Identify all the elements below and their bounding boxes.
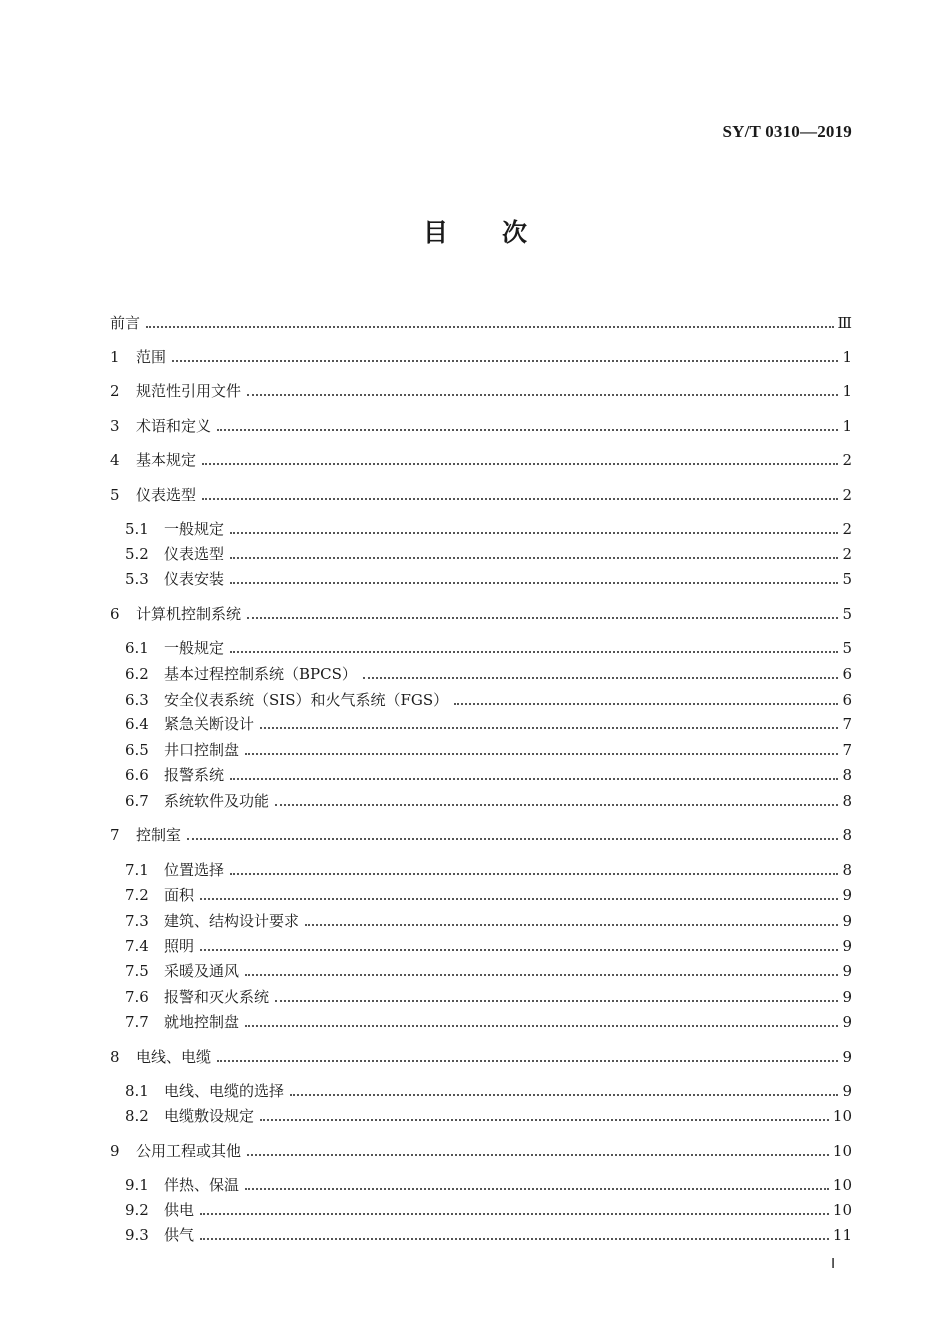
toc-entry-label: 范围	[136, 348, 167, 366]
toc-entry-number: 6.4	[125, 715, 149, 733]
toc-entry-number: 5.2	[125, 545, 149, 563]
toc-entry[interactable]	[110, 446, 852, 470]
toc-entry-label: 照明	[164, 937, 195, 955]
toc-entry-number: 3	[110, 417, 120, 435]
toc-entry[interactable]	[125, 710, 852, 734]
toc-entry-label: 面积	[164, 886, 195, 904]
toc-entry[interactable]	[125, 761, 852, 785]
toc-entry-label: 仪表选型	[136, 486, 197, 504]
toc-entry-label: 仪表安装	[164, 570, 225, 588]
toc-entry[interactable]	[125, 856, 852, 880]
toc-entry-label: 仪表选型	[164, 545, 225, 563]
toc-entry[interactable]	[125, 736, 852, 760]
toc-entry-number: 9.3	[125, 1226, 149, 1244]
toc-entry-label: 一般规定	[164, 639, 225, 657]
toc-entry-page: 10	[832, 1201, 852, 1219]
toc-entry-label: 伴热、保温	[164, 1176, 240, 1194]
toc-leader-dots	[230, 873, 838, 875]
toc-entry-label: 术语和定义	[136, 417, 212, 435]
toc-leader-dots	[202, 498, 838, 500]
toc-entry-label: 安全仪表系统（SIS）和火气系统（FGS）	[164, 691, 449, 709]
toc-entry[interactable]	[125, 787, 852, 811]
toc-leader-dots	[247, 617, 838, 619]
toc-entry-page: 1	[842, 417, 852, 435]
toc-leader-dots	[305, 924, 838, 926]
toc-entry-page: 6	[842, 691, 852, 709]
toc-entry-page: 8	[842, 792, 852, 810]
toc-leader-dots	[245, 974, 838, 976]
toc-entry-number: 6.5	[125, 741, 149, 759]
toc-entry-label: 供电	[164, 1201, 195, 1219]
toc-entry[interactable]	[125, 932, 852, 956]
toc-leader-dots	[200, 949, 838, 951]
toc-leader-dots	[260, 1119, 829, 1121]
toc-entry-label: 基本规定	[136, 451, 197, 469]
toc-leader-dots	[247, 1154, 829, 1156]
toc-entry-number: 7	[110, 826, 120, 844]
toc-entry-page: 2	[842, 451, 852, 469]
toc-entry-page: 2	[842, 520, 852, 538]
toc-entry-number: 6	[110, 605, 120, 623]
toc-entry-page: 9	[842, 988, 852, 1006]
toc-entry-label: 电线、电缆的选择	[164, 1082, 285, 1100]
toc-entry-number: 6.1	[125, 639, 149, 657]
toc-leader-dots	[202, 463, 838, 465]
standard-code: SY/T 0310—2019	[722, 122, 852, 141]
toc-entry-label: 控制室	[136, 826, 182, 844]
toc-title-char-2: 次	[502, 218, 528, 247]
page-folio: Ⅰ	[831, 1257, 836, 1272]
toc-entry-page: 7	[842, 741, 852, 759]
toc-leader-dots	[200, 1213, 829, 1215]
toc-entry-number: 5.3	[125, 570, 149, 588]
toc-entry-number: 8.2	[125, 1107, 149, 1125]
toc-entry-number: 2	[110, 382, 120, 400]
toc-leader-dots	[230, 557, 838, 559]
toc-leader-dots	[245, 1188, 829, 1190]
toc-entry-label: 建筑、结构设计要求	[164, 912, 300, 930]
toc-entry-page: 9	[842, 962, 852, 980]
toc-entry-page: 8	[842, 861, 852, 879]
toc-entry-page: 10	[832, 1107, 852, 1125]
toc-entry-page: 2	[842, 486, 852, 504]
toc-entry-page: 10	[832, 1142, 852, 1160]
toc-entry-label: 系统软件及功能	[164, 792, 270, 810]
toc-entry-number: 8.1	[125, 1082, 149, 1100]
toc-entry[interactable]	[125, 1102, 852, 1126]
toc-entry[interactable]	[110, 309, 852, 333]
toc-leader-dots	[187, 838, 838, 840]
toc-entry-label: 计算机控制系统	[136, 605, 242, 623]
toc-entry-number: 7.6	[125, 988, 149, 1006]
toc-entry-label: 就地控制盘	[164, 1013, 240, 1031]
toc-entry[interactable]	[110, 343, 852, 367]
toc-entry[interactable]	[110, 481, 852, 505]
toc-entry[interactable]	[125, 660, 852, 684]
toc-entry-label: 位置选择	[164, 861, 225, 879]
toc-entry-page: 2	[842, 545, 852, 563]
toc-entry[interactable]	[125, 1221, 852, 1245]
toc-entry[interactable]	[110, 600, 852, 624]
toc-entry[interactable]	[125, 983, 852, 1007]
toc-entry-page: 6	[842, 665, 852, 683]
toc-entry-page: 1	[842, 348, 852, 366]
toc-entry-number: 6.2	[125, 665, 149, 683]
toc-leader-dots	[200, 1238, 829, 1240]
toc-entry-page: 9	[842, 1082, 852, 1100]
toc-entry-label: 报警系统	[164, 766, 225, 784]
toc-leader-dots	[247, 394, 838, 396]
toc-entry-label: 井口控制盘	[164, 741, 240, 759]
toc-leader-dots	[290, 1094, 838, 1096]
toc-entry-page: 11	[832, 1226, 852, 1244]
toc-entry-number: 9.1	[125, 1176, 149, 1194]
toc-entry[interactable]	[125, 957, 852, 981]
toc-entry-label: 供气	[164, 1226, 195, 1244]
toc-entry[interactable]	[125, 907, 852, 931]
toc-entry-page: 8	[842, 766, 852, 784]
toc-entry-number: 6.3	[125, 691, 149, 709]
toc-entry-label: 电缆敷设规定	[164, 1107, 255, 1125]
toc-entry-label: 报警和灭火系统	[164, 988, 270, 1006]
toc-entry[interactable]	[110, 377, 852, 401]
toc-entry-page: 8	[842, 826, 852, 844]
toc-entry[interactable]	[110, 1137, 852, 1161]
toc-entry-number: 6.7	[125, 792, 149, 810]
toc-entry-label: 前言	[110, 314, 141, 332]
toc-entry-page: 7	[842, 715, 852, 733]
toc-entry-page: Ⅲ	[837, 314, 852, 332]
toc-entry[interactable]	[110, 821, 852, 845]
toc-entry[interactable]	[125, 881, 852, 905]
toc-leader-dots	[230, 582, 838, 584]
toc-entry-number: 9.2	[125, 1201, 149, 1219]
toc-leader-dots	[245, 1025, 838, 1027]
toc-entry-label: 采暖及通风	[164, 962, 240, 980]
toc-entry-number: 7.4	[125, 937, 149, 955]
toc-entry-number: 6.6	[125, 766, 149, 784]
toc-entry[interactable]	[125, 1171, 852, 1195]
toc-entry-number: 5.1	[125, 520, 149, 538]
toc-entry-page: 9	[842, 1048, 852, 1066]
toc-entry-number: 7.7	[125, 1013, 149, 1031]
toc-entry-number: 7.1	[125, 861, 149, 879]
toc-entry-page: 1	[842, 382, 852, 400]
toc-entry-label: 基本过程控制系统（BPCS）	[164, 665, 357, 683]
toc-entry-label: 电线、电缆	[136, 1048, 212, 1066]
toc-entry[interactable]	[125, 634, 852, 658]
toc-entry-number: 5	[110, 486, 120, 504]
toc-entry-page: 9	[842, 937, 852, 955]
toc-entry[interactable]	[125, 1077, 852, 1101]
toc-entry-page: 5	[842, 570, 852, 588]
toc-entry-label: 规范性引用文件	[136, 382, 242, 400]
toc-leader-dots	[454, 703, 838, 705]
toc-entry-page: 9	[842, 912, 852, 930]
toc-leader-dots	[230, 651, 838, 653]
toc-entry-page: 5	[842, 639, 852, 657]
toc-entry-page: 9	[842, 1013, 852, 1031]
toc-entry-number: 7.2	[125, 886, 149, 904]
toc-title-char-1: 目	[422, 218, 448, 247]
toc-entry-number: 9	[110, 1142, 120, 1160]
toc-entry-number: 1	[110, 348, 120, 366]
toc-entry-number: 8	[110, 1048, 120, 1066]
toc-leader-dots	[172, 360, 838, 362]
toc-entry-number: 4	[110, 451, 120, 469]
toc-leader-dots	[230, 778, 838, 780]
toc-entry-page: 9	[842, 886, 852, 904]
toc-leader-dots	[275, 804, 838, 806]
toc-entry-number: 7.5	[125, 962, 149, 980]
toc-leader-dots	[146, 326, 834, 328]
toc-entry[interactable]	[110, 412, 852, 436]
toc-entry[interactable]	[125, 565, 852, 589]
toc-leader-dots	[275, 1000, 838, 1002]
toc-leader-dots	[260, 727, 838, 729]
toc-leader-dots	[217, 429, 838, 431]
toc-entry-label: 紧急关断设计	[164, 715, 255, 733]
toc-entry-page: 5	[842, 605, 852, 623]
toc-leader-dots	[363, 677, 839, 679]
toc-entry-number: 7.3	[125, 912, 149, 930]
toc-leader-dots	[245, 753, 838, 755]
toc-entry-page: 10	[832, 1176, 852, 1194]
toc-entry-label: 一般规定	[164, 520, 225, 538]
toc-entry[interactable]	[125, 540, 852, 564]
toc-leader-dots	[200, 898, 838, 900]
toc-entry[interactable]	[125, 1196, 852, 1220]
toc-entry-label: 公用工程或其他	[136, 1142, 242, 1160]
toc-entry[interactable]	[125, 1008, 852, 1032]
toc-leader-dots	[230, 532, 838, 534]
toc-leader-dots	[217, 1060, 838, 1062]
toc-entry[interactable]	[125, 515, 852, 539]
toc-entry[interactable]	[110, 1043, 852, 1067]
toc-entry[interactable]	[125, 686, 852, 710]
